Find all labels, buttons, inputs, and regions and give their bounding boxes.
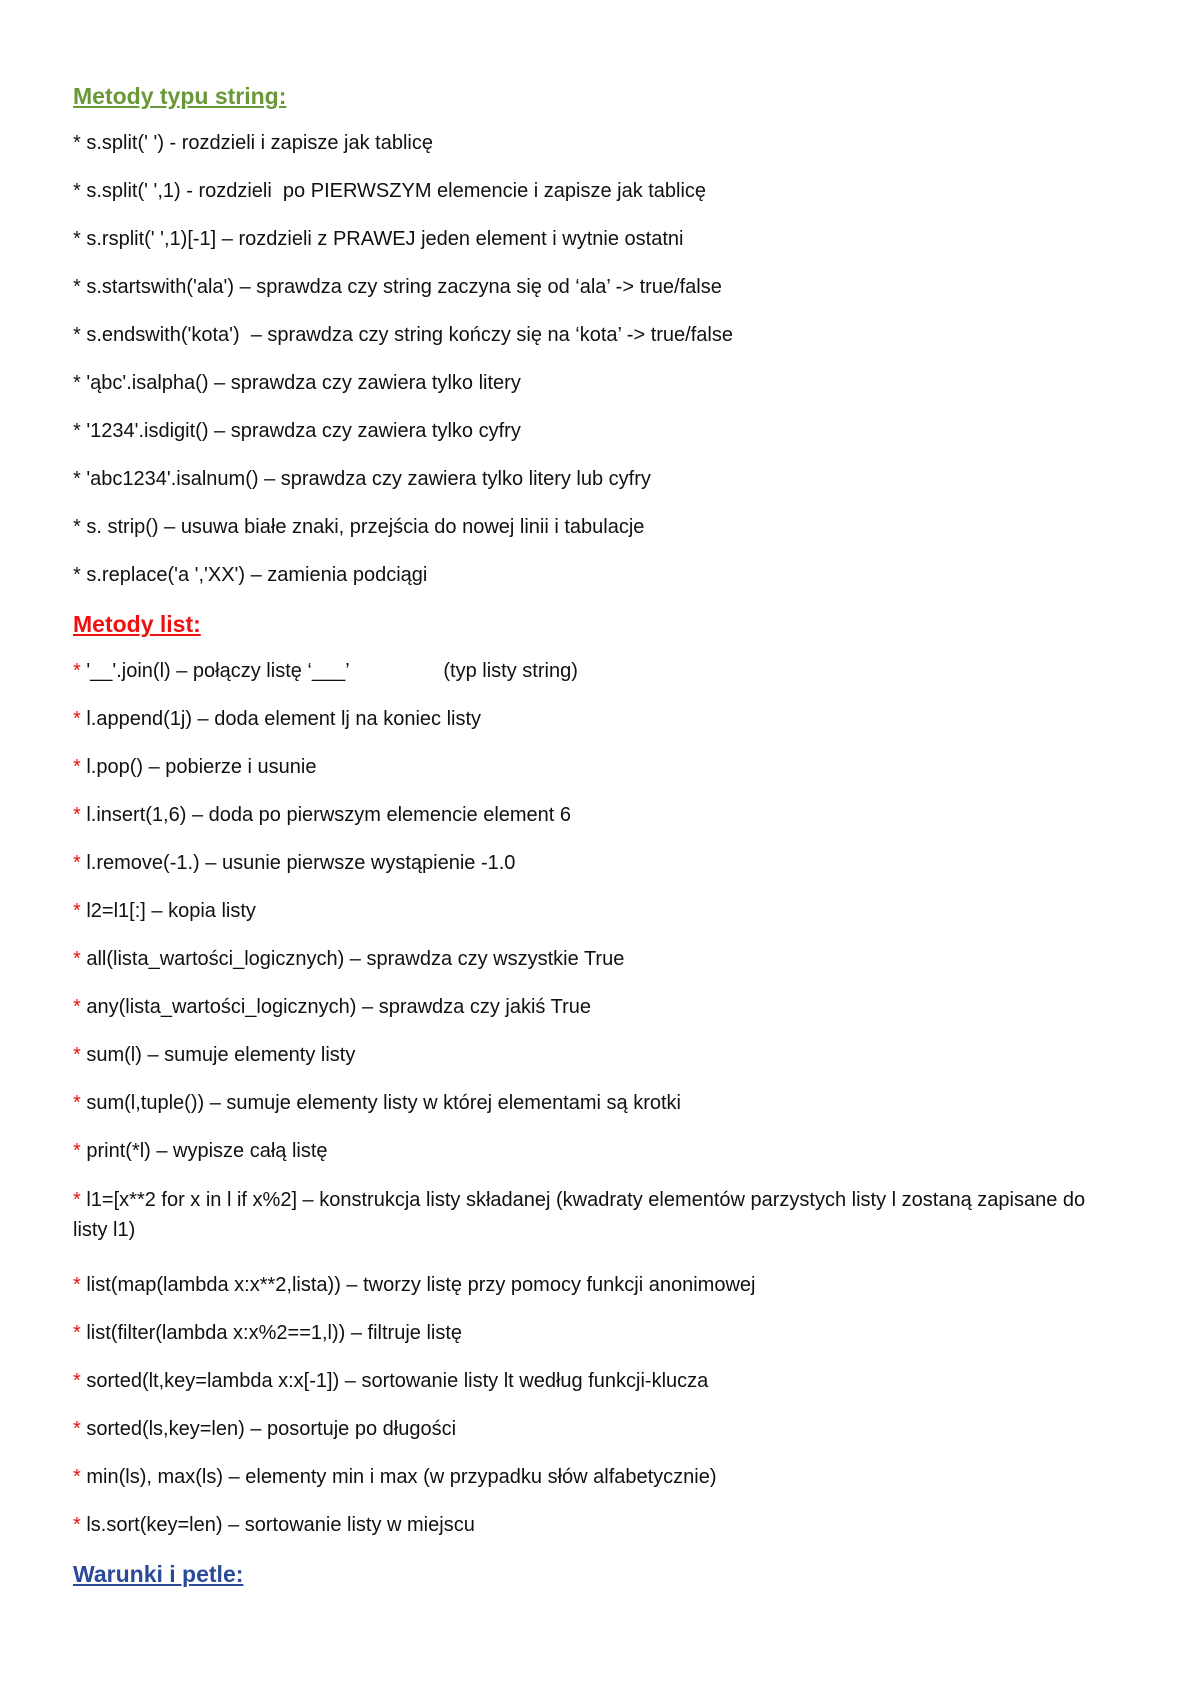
list-item xyxy=(73,408,1110,456)
list-item-text: s.split(' ',1) - rozdzieli po PIERWSZYM elemencie i zapisze jak tablicę xyxy=(86,180,707,202)
bullet-asterisk: * xyxy=(73,372,81,394)
bullet-asterisk: * xyxy=(73,852,81,874)
bullet-asterisk: * xyxy=(73,1189,81,1211)
list-item-text: s.split(' ') - rozdzieli i zapisze jak tablicę xyxy=(86,132,433,154)
bullet-asterisk: * xyxy=(73,1044,81,1066)
bullet-asterisk: * xyxy=(73,1274,81,1296)
list-item xyxy=(73,456,1110,504)
bullet-asterisk: * xyxy=(73,276,81,298)
bullet-asterisk: * xyxy=(73,900,81,922)
list-item xyxy=(73,1262,1110,1310)
list-item xyxy=(73,1454,1110,1502)
list-item xyxy=(73,216,1110,264)
list-item xyxy=(73,1080,1110,1128)
list-item xyxy=(73,1406,1110,1454)
list-item xyxy=(73,504,1110,552)
list-item xyxy=(73,888,1110,936)
list-item xyxy=(73,1176,1110,1262)
list-item-text: list(filter(lambda x:x%2==1,l)) – filtruje listę xyxy=(86,1322,463,1344)
bullet-asterisk: * xyxy=(73,1322,81,1344)
list-item xyxy=(73,1502,1110,1550)
list-item-text: s. strip() – usuwa białe znaki, przejścia do nowej linii i tabulacje xyxy=(86,516,645,538)
list-item-text: '__'.join(l) – połączy listę ‘___’ (typ listy string) xyxy=(86,660,578,682)
list-item-text: '1234'.isdigit() – sprawdza czy zawiera tylko cyfry xyxy=(86,420,521,442)
list-item-text: l.insert(1,6) – doda po pierwszym elemencie element 6 xyxy=(86,804,572,826)
list-item xyxy=(73,648,1110,696)
bullet-asterisk: * xyxy=(73,1370,81,1392)
list-item-text: sum(l,tuple()) – sumuje elementy listy w której elementami są krotki xyxy=(86,1092,681,1114)
section-heading-string-methods: Metody typu string: xyxy=(73,83,287,109)
list-item-text: l.remove(-1.) – usunie pierwsze wystąpienie -1.0 xyxy=(86,852,516,874)
bullet-asterisk: * xyxy=(73,564,81,586)
bullet-asterisk: * xyxy=(73,420,81,442)
bullet-asterisk: * xyxy=(73,1466,81,1488)
list-item-text: l.pop() – pobierze i usunie xyxy=(86,756,317,778)
section-heading-list-methods: Metody list: xyxy=(73,611,201,637)
list-item xyxy=(73,552,1110,600)
list-item xyxy=(73,1128,1110,1176)
list-item-text: print(*l) – wypisze całą listę xyxy=(86,1140,328,1162)
bullet-asterisk: * xyxy=(73,1140,81,1162)
list-item-text: 'ąbc'.isalpha() – sprawdza czy zawiera tylko litery xyxy=(86,372,521,394)
list-item-text: ls.sort(key=len) – sortowanie listy w miejscu xyxy=(86,1514,475,1536)
bullet-asterisk: * xyxy=(73,948,81,970)
list-item-text: sum(l) – sumuje elementy listy xyxy=(86,1044,356,1066)
bullet-asterisk: * xyxy=(73,132,81,154)
list-item-text: l2=l1[:] – kopia listy xyxy=(86,900,256,922)
list-item-text: any(lista_wartości_logicznych) – sprawdza czy jakiś True xyxy=(86,996,591,1018)
bullet-asterisk: * xyxy=(73,228,81,250)
bullet-asterisk: * xyxy=(73,1514,81,1536)
list-item xyxy=(73,1032,1110,1080)
bullet-asterisk: * xyxy=(73,324,81,346)
list-item xyxy=(73,840,1110,888)
bullet-asterisk: * xyxy=(73,756,81,778)
list-item xyxy=(73,264,1110,312)
list-item xyxy=(73,312,1110,360)
section-heading-conditions-loops: Warunki i petle: xyxy=(73,1561,244,1587)
list-item xyxy=(73,1358,1110,1406)
list-item xyxy=(73,936,1110,984)
list-item-text: s.rsplit(' ',1)[-1] – rozdzieli z PRAWEJ jeden element i wytnie ostatni xyxy=(86,228,684,250)
list-item-text: s.startswith('ala') – sprawdza czy string zaczyna się od ‘ala’ -> true/false xyxy=(86,276,722,298)
list-item-text: 'abc1234'.isalnum() – sprawdza czy zawiera tylko litery lub cyfry xyxy=(86,468,651,490)
bullet-asterisk: * xyxy=(73,1418,81,1440)
list-item-text: s.endswith('kota') – sprawdza czy string kończy się na ‘kota’ -> true/false xyxy=(86,324,733,346)
list-item xyxy=(73,120,1110,168)
list-item-text: all(lista_wartości_logicznych) – sprawdza czy wszystkie True xyxy=(86,948,625,970)
list-item-text: min(ls), max(ls) – elementy min i max (w przypadku słów alfabetycznie) xyxy=(86,1466,717,1488)
list-item-text: sorted(lt,key=lambda x:x[-1]) – sortowanie listy lt według funkcji-klucza xyxy=(86,1370,709,1392)
document-content xyxy=(73,72,1110,1598)
list-item xyxy=(73,792,1110,840)
list-item xyxy=(73,984,1110,1032)
list-item xyxy=(73,1310,1110,1358)
list-item xyxy=(73,360,1110,408)
list-item-text: list(map(lambda x:x**2,lista)) – tworzy listę przy pomocy funkcji anonimowej xyxy=(86,1274,756,1296)
list-item-text: s.replace('a ','XX') – zamienia podciągi xyxy=(86,564,428,586)
list-item-text: sorted(ls,key=len) – posortuje po długości xyxy=(86,1418,457,1440)
list-item-text: l.append(1j) – doda element lj na koniec listy xyxy=(86,708,482,730)
bullet-asterisk: * xyxy=(73,660,81,682)
bullet-asterisk: * xyxy=(73,1092,81,1114)
list-item xyxy=(73,696,1110,744)
bullet-asterisk: * xyxy=(73,708,81,730)
list-item-text: l1=[x**2 for x in l if x%2] – konstrukcja listy składanej (kwadraty elementów parzystych listy l zostaną zapisane do listy l1) xyxy=(73,1189,1091,1241)
bullet-asterisk: * xyxy=(73,516,81,538)
list-item xyxy=(73,744,1110,792)
bullet-asterisk: * xyxy=(73,804,81,826)
bullet-asterisk: * xyxy=(73,996,81,1018)
list-item xyxy=(73,168,1110,216)
bullet-asterisk: * xyxy=(73,180,81,202)
bullet-asterisk: * xyxy=(73,468,81,490)
